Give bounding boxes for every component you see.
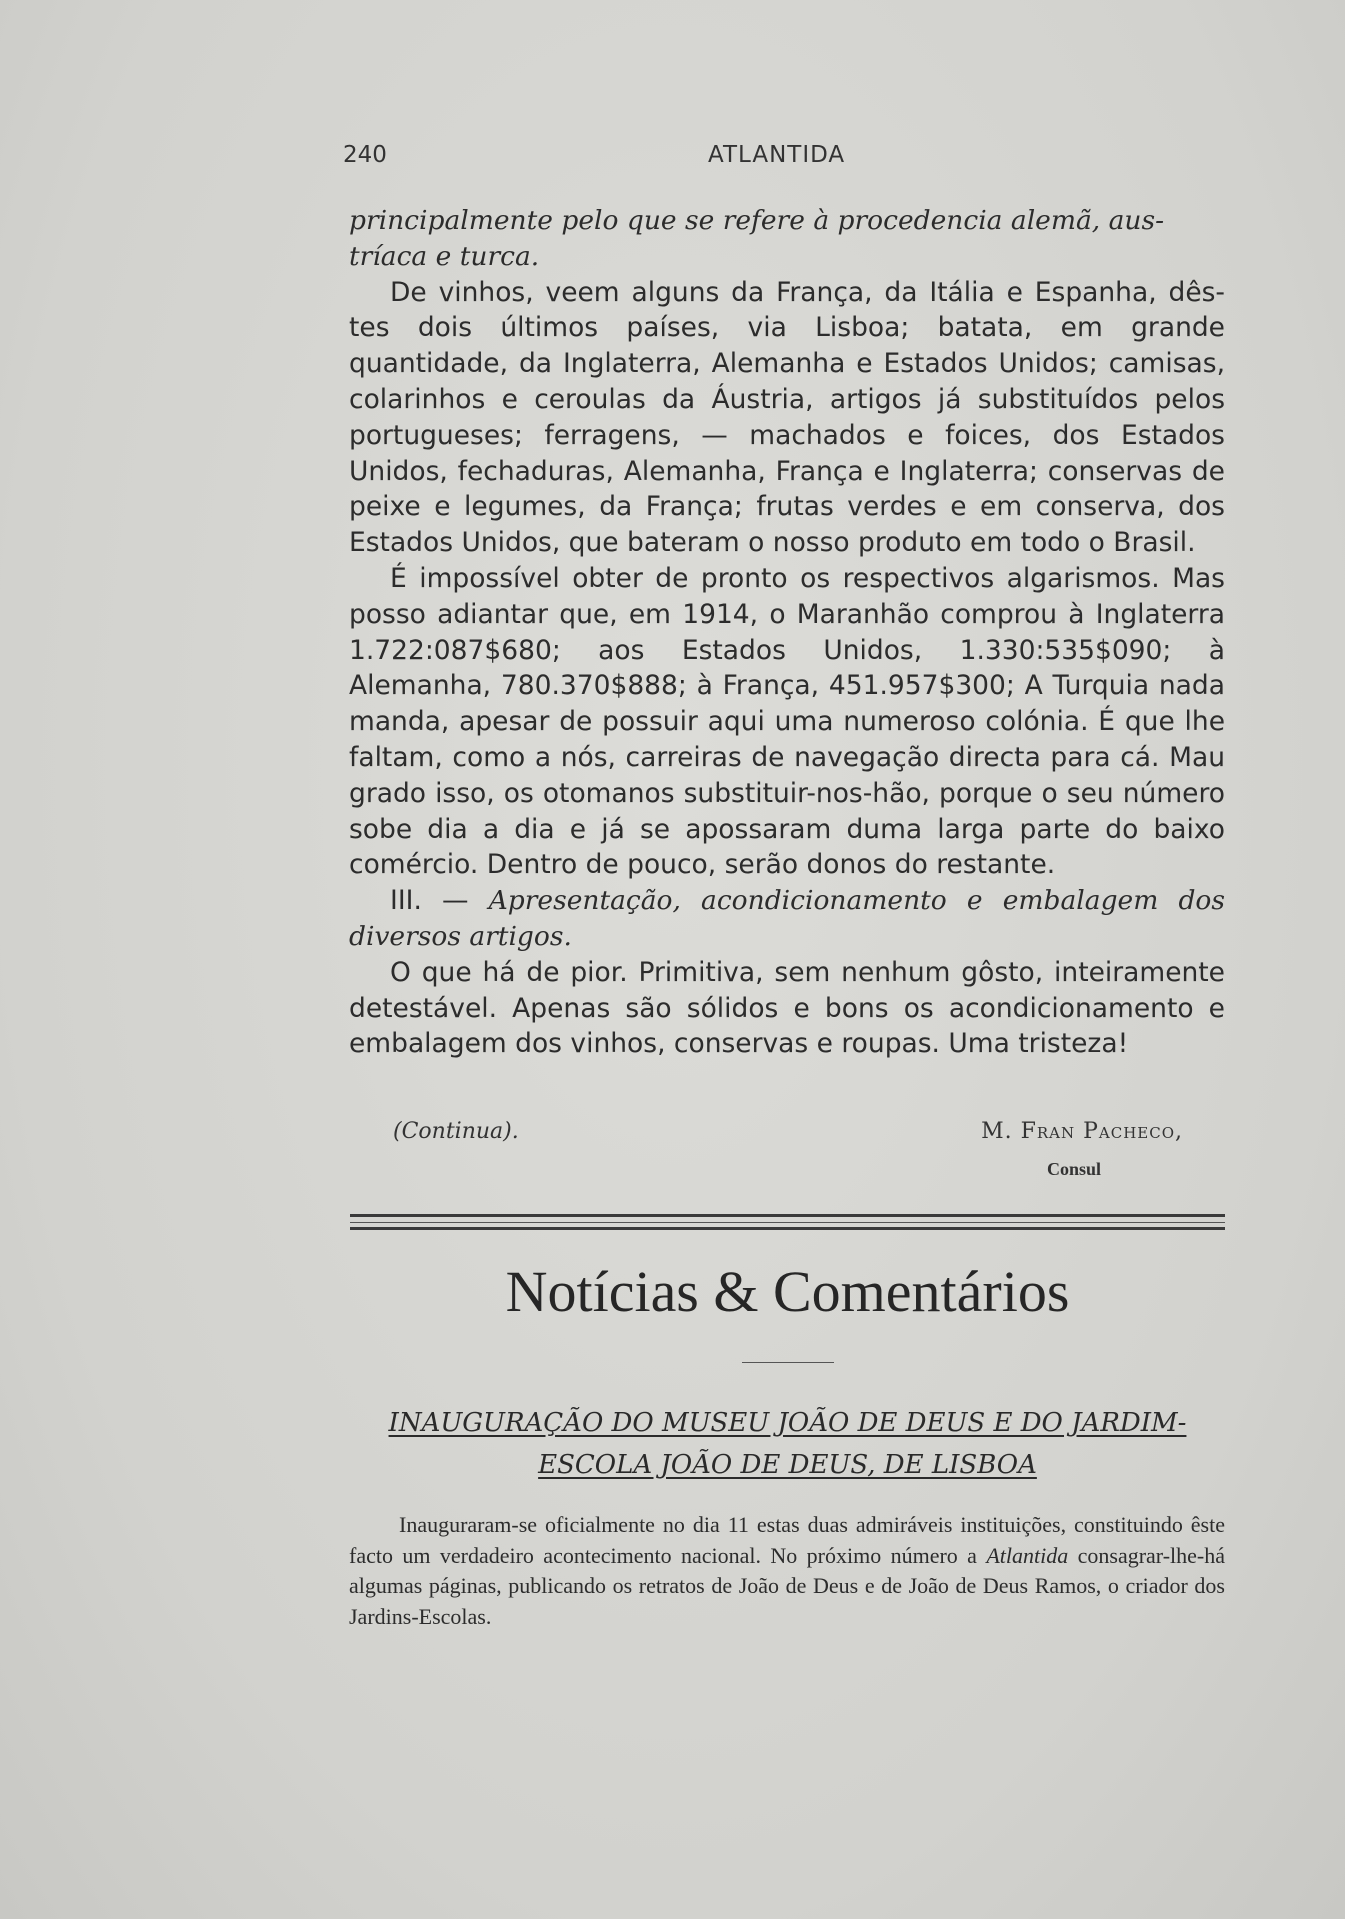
journal-title: ATLANTIDA [708, 142, 846, 168]
paragraph-section-three [349, 883, 1225, 955]
continua-note: (Continua). [393, 1119, 519, 1144]
article-body [349, 203, 1225, 1062]
paragraph-figures: É impossível obter de pronto os respectivos algarismos. Mas posso adiantar que, em 1914, o Maranhão comprou à Inglaterra 1.722:087$680; aos Estados Unidos, 1.330:535$090; à Alemanha, 780.370$888; à França, 451.957$300; A Turquia nada manda, apesar de possuir aqui uma numeroso colónia. É que lhe faltam, como a nós, carreiras de navegação directa para cá. Mau grado isso, os otomanos substituir-nos-hão, porque o seu número sobe dia a dia e já se apossaram duma larga parte do baixo comércio. Dentro de pouco, serão donos do restante. [349, 562, 1225, 881]
opening-italic-line-1: principalmente pelo que se refere à procedencia alemã, aus- [349, 205, 1165, 236]
divider-thin-middle [350, 1222, 1225, 1223]
divider-thick-top [350, 1214, 1225, 1217]
section-three-prefix: III. — [390, 885, 489, 917]
news-heading-line-1: INAUGURAÇÃO DO MUSEU JOÃO DE DEUS E DO JARDIM- [388, 1408, 1187, 1438]
paragraph-conclusion: O que há de pior. Primitiva, sem nenhum gôsto, inteiramente detestável. Apenas são sólidos e bons os acondicionamento e embalagem dos vinhos, conservas e roupas. Uma tristeza! [349, 956, 1225, 1060]
paragraph-imports: De vinhos, veem alguns da França, da Itália e Espanha, dês-tes dois últimos países, via Lisboa; batata, em grande quantidade, da Inglaterra, Alemanha e Estados Unidos; camisas, colarinhos e ceroulas da Áustria, artigos já substituídos pelos portugueses; ferragens, — machados e foices, dos Estados Unidos, fechaduras, Alemanha, França e Inglaterra; conservas de peixe e legumes, da França; frutas verdes e em conserva, dos Estados Unidos, que bateram o nosso produto em todo o Brasil. [349, 276, 1225, 559]
page-number: 240 [343, 142, 387, 168]
author-name: M. Fran Pacheco, [981, 1119, 1183, 1144]
section-title-rule [742, 1362, 834, 1363]
opening-italic-line-2: tríaca e turca. [349, 240, 540, 272]
news-heading-line-2: ESCOLA JOÃO DE DEUS, DE LISBOA [538, 1450, 1037, 1480]
news-paragraph [349, 1510, 1225, 1632]
author-role: Consul [1046, 1159, 1101, 1179]
news-text-journal-name: Atlantida [986, 1542, 1069, 1568]
divider-thick-bottom [350, 1227, 1225, 1230]
signature-block [393, 1119, 1183, 1189]
running-header [343, 142, 1223, 176]
section-title: Notícias & Comentários [505, 1259, 1070, 1324]
section-three-title: Apresentação, acondicionamento e embalagem dos diversos artigos. [349, 885, 1225, 952]
news-text-part-1: Inauguraram-se oficialmente no dia 11 estas duas admiráveis instituições, constituindo êste facto um verdadeiro acontecimento nacional. No próximo número a [349, 1512, 1225, 1568]
news-text-part-2: consagrar-lhe-há algumas páginas, publicando os retratos de João de Deus e de João de Deus Ramos, o criador dos Jardins-Escolas. [349, 1542, 1225, 1629]
